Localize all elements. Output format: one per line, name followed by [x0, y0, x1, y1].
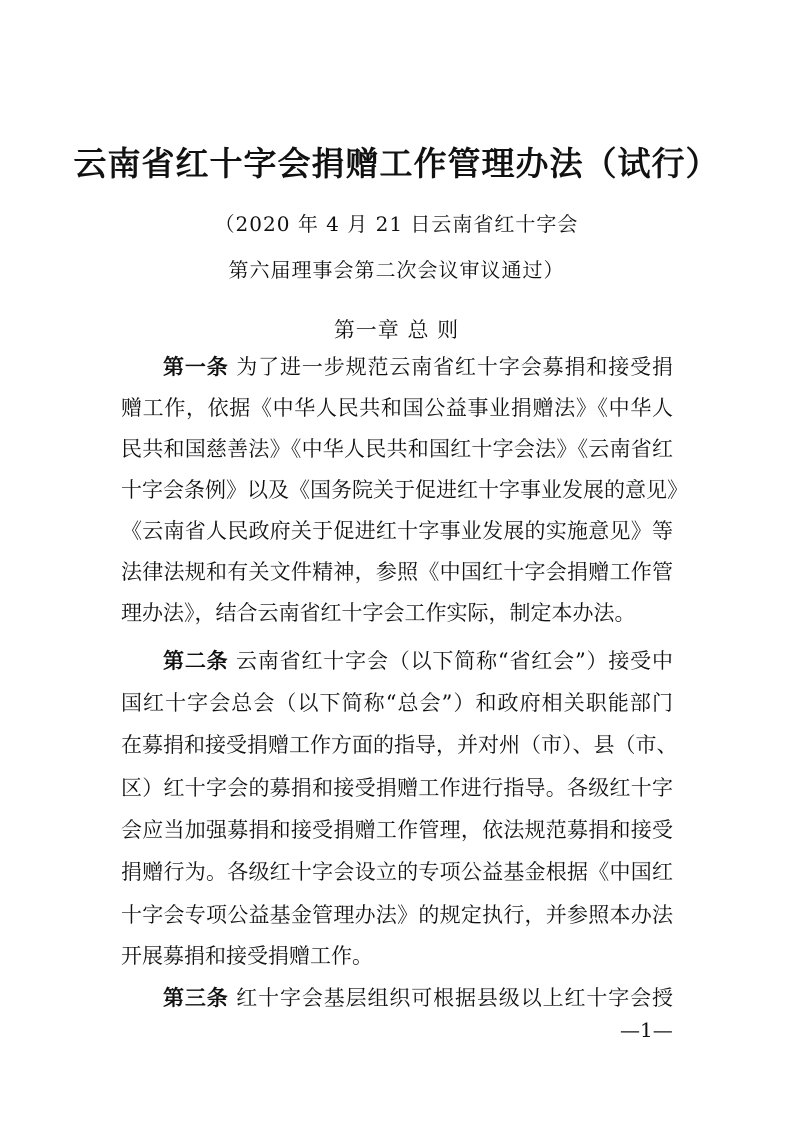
document-subtitle-line2: 第六届理事会第二次会议审议通过）	[228, 258, 565, 282]
article-2-line-1	[121, 646, 673, 676]
chapter-heading: 第一章 总 则	[333, 318, 460, 342]
article-1-line-3: 民共和国慈善法》《中华人民共和国红十字会法》《云南省红	[121, 437, 673, 461]
article-2-line-8: 开展募捐和接受捐赠工作。	[121, 944, 373, 968]
article-1-line-1	[121, 352, 673, 382]
article-text: 红十字会基层组织可根据县级以上红十字会授	[228, 986, 673, 1010]
article-1-line-2: 赠工作，依据《中华人民共和国公益事业捐赠法》《中华人	[121, 396, 673, 420]
article-2-line-3: 在募捐和接受捐赠工作方面的指导，并对州（市）、县（市、	[121, 733, 678, 757]
page-number: —1—	[620, 1018, 673, 1042]
document-title: 云南省红十字会捐赠工作管理办法（试行）	[73, 144, 720, 183]
article-1-line-7: 理办法》，结合云南省红十字会工作实际，制定本办法。	[121, 601, 636, 625]
article-2-line-6: 捐赠行为。各级红十字会设立的专项公益基金根据《中国红	[121, 860, 673, 884]
article-text: 云南省红十字会（以下简称“省红会”）接受中	[228, 649, 673, 673]
article-label: 第三条	[163, 986, 229, 1010]
article-text: 为了进一步规范云南省红十字会募捐和接受捐	[228, 355, 673, 379]
article-1-line-6: 法律法规和有关文件精神，参照《中国红十字会捐赠工作管	[121, 560, 673, 584]
article-2-line-2: 国红十字会总会（以下简称“总会”）和政府相关职能部门	[121, 691, 673, 715]
article-2-line-4: 区）红十字会的募捐和接受捐赠工作进行指导。各级红十字	[121, 776, 673, 800]
document-subtitle-line1: （2020 年 4 月 21 日云南省红十字会	[214, 212, 579, 236]
article-label: 第二条	[163, 649, 229, 673]
article-2-line-5: 会应当加强募捐和接受捐赠工作管理，依法规范募捐和接受	[121, 818, 673, 842]
article-label: 第一条	[163, 355, 229, 379]
article-2-line-7: 十字会专项公益基金管理办法》的规定执行，并参照本办法	[121, 903, 673, 927]
article-3-line-1	[121, 983, 673, 1013]
article-1-line-4: 十字会条例》以及《国务院关于促进红十字事业发展的意见》	[121, 478, 688, 502]
article-1-line-5: 《云南省人民政府关于促进红十字事业发展的实施意见》等	[121, 519, 673, 543]
